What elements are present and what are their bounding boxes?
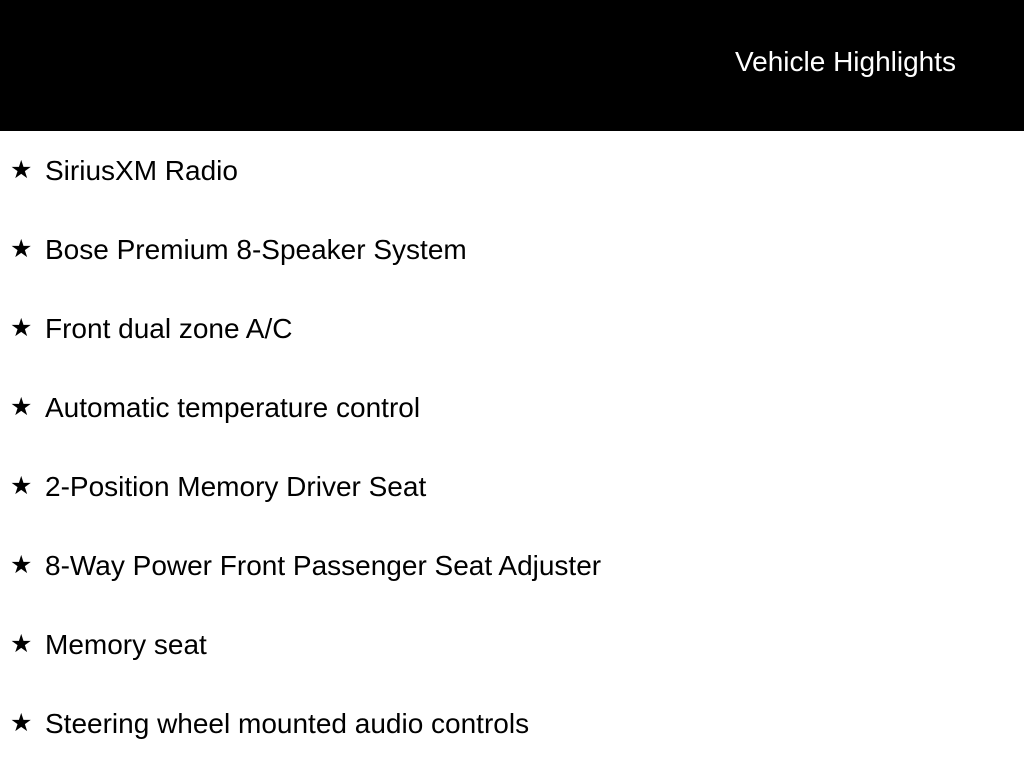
highlight-label: Front dual zone A/C <box>45 312 293 344</box>
list-item <box>0 526 1024 605</box>
star-icon: ★ <box>10 393 33 421</box>
list-item <box>0 605 1024 684</box>
star-icon: ★ <box>10 156 33 184</box>
highlight-label: SiriusXM Radio <box>45 154 238 186</box>
list-item <box>0 210 1024 289</box>
highlight-label: Bose Premium 8-Speaker System <box>45 233 467 265</box>
highlights-list <box>0 131 1024 763</box>
page-title: Vehicle Highlights <box>735 46 957 77</box>
star-icon: ★ <box>10 630 33 658</box>
highlight-label: 2-Position Memory Driver Seat <box>45 470 427 502</box>
star-icon: ★ <box>10 314 33 342</box>
highlight-label: 8-Way Power Front Passenger Seat Adjuster <box>45 549 602 581</box>
star-icon: ★ <box>10 709 33 737</box>
list-item <box>0 684 1024 763</box>
list-item <box>0 131 1024 210</box>
list-item <box>0 447 1024 526</box>
list-item <box>0 368 1024 447</box>
star-icon: ★ <box>10 551 33 579</box>
star-icon: ★ <box>10 235 33 263</box>
highlight-label: Automatic temperature control <box>45 391 421 423</box>
highlight-label: Steering wheel mounted audio controls <box>45 707 530 739</box>
list-item <box>0 289 1024 368</box>
header-bar <box>0 0 1024 131</box>
star-icon: ★ <box>10 472 33 500</box>
highlight-label: Memory seat <box>45 628 207 660</box>
